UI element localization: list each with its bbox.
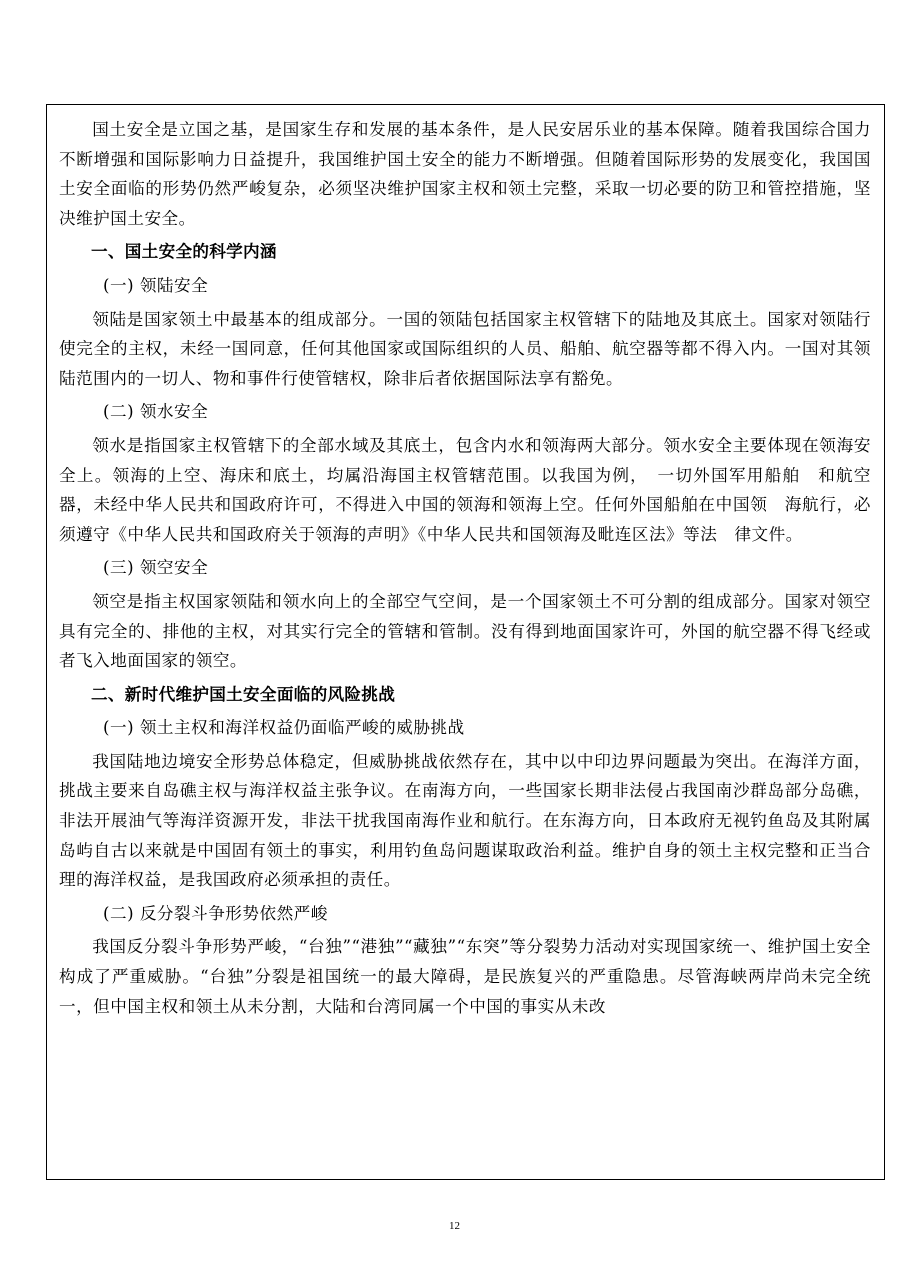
subheading-water-security: (二) 领水安全 (103, 402, 209, 422)
section-heading-2: 二、新时代维护国土安全面临的风险挑战 (91, 684, 396, 704)
subheading-territorial-sovereignty: (一) 领土主权和海洋权益仍面临严峻的威胁挑战 (103, 718, 465, 738)
subheading-land-security: (一) 领陆安全 (103, 275, 209, 295)
intro-paragraph: 国土安全是立国之基，是国家生存和发展的基本条件，是人民安居乐业的基本保障。随着我国综合国力不断增强和国际影响力日益提升，我国维护国土安全的能力不断增强。但随着国际形势的发展变化，我国国土安全面临的形势仍然严峻复杂，必须坚决维护国家主权和领土完整，采取一切必要的防卫和管控措施，坚决维护国土安全。 (59, 120, 871, 228)
document-body (59, 115, 871, 1025)
territorial-sovereignty-paragraph: 我国陆地边境安全形势总体稳定，但威胁挑战依然存在，其中以中印边界问题最为突出。在海洋方面，挑战主要来自岛礁主权与海洋权益主张争议。在南海方向，一些国家长期非法侵占我国南沙群岛部分岛礁，非法开展油气等海洋资源开发，非法干扰我国南海作业和航行。在东海方向，日本政府无视钓鱼岛及其附属岛屿自古以来就是中国固有领土的事实，利用钓鱼岛问题谋取政治利益。维护自身的领土主权完整和正当合理的海洋权益，是我国政府必须承担的责任。 (59, 751, 871, 890)
air-security-paragraph: 领空是指主权国家领陆和领水向上的全部空气空间，是一个国家领土不可分割的组成部分。国家对领空具有完全的、排他的主权，对其实行完全的管辖和管制。没有得到地面国家许可，外国的航空器不得飞经或者飞入地面国家的领空。 (59, 591, 871, 671)
subheading-air-security: (三) 领空安全 (103, 558, 209, 578)
anti-separatism-paragraph: 我国反分裂斗争形势严峻，“台独”“港独”“藏独”“东突”等分裂势力活动对实现国家统一、维护国土安全构成了严重威胁。“台独”分裂是祖国统一的最大障碍，是民族复兴的严重隐患。尽管海峡两岸尚未完全统一，但中国主权和领土从未分割，大陆和台湾同属一个中国的事实从未改 (59, 937, 871, 1016)
subheading-anti-separatism: (二) 反分裂斗争形势依然严峻 (103, 903, 328, 923)
page-number: 12 (449, 1220, 460, 1232)
land-security-paragraph: 领陆是国家领土中最基本的组成部分。一国的领陆包括国家主权管辖下的陆地及其底土。国家对领陆行使完全的主权，未经一国同意，任何其他国家或国际组织的人员、船舶、航空器等都不得入内。一国对其领陆范围内的一切人、物和事件行使管辖权，除非后者依据国际法享有豁免。 (59, 309, 871, 388)
content-frame (46, 104, 885, 1180)
section-heading-1: 一、国土安全的科学内涵 (91, 242, 277, 262)
water-security-paragraph: 领水是指国家主权管辖下的全部水域及其底土，包含内水和领海两大部分。领水安全主要体现在领海安全上。领海的上空、海床和底土，均属沿海国主权管辖范围。以我国为例， 一切外国军用船舶 和航空器，未经中华人民共和国政府许可，不得进入中国的领海和领海上空。任何外国船舶在中国领 海航行，必须遵守《中华人民共和国政府关于领海的声明》《中华人民共和国领海及毗连区法》等法 律文件。 (59, 435, 871, 544)
